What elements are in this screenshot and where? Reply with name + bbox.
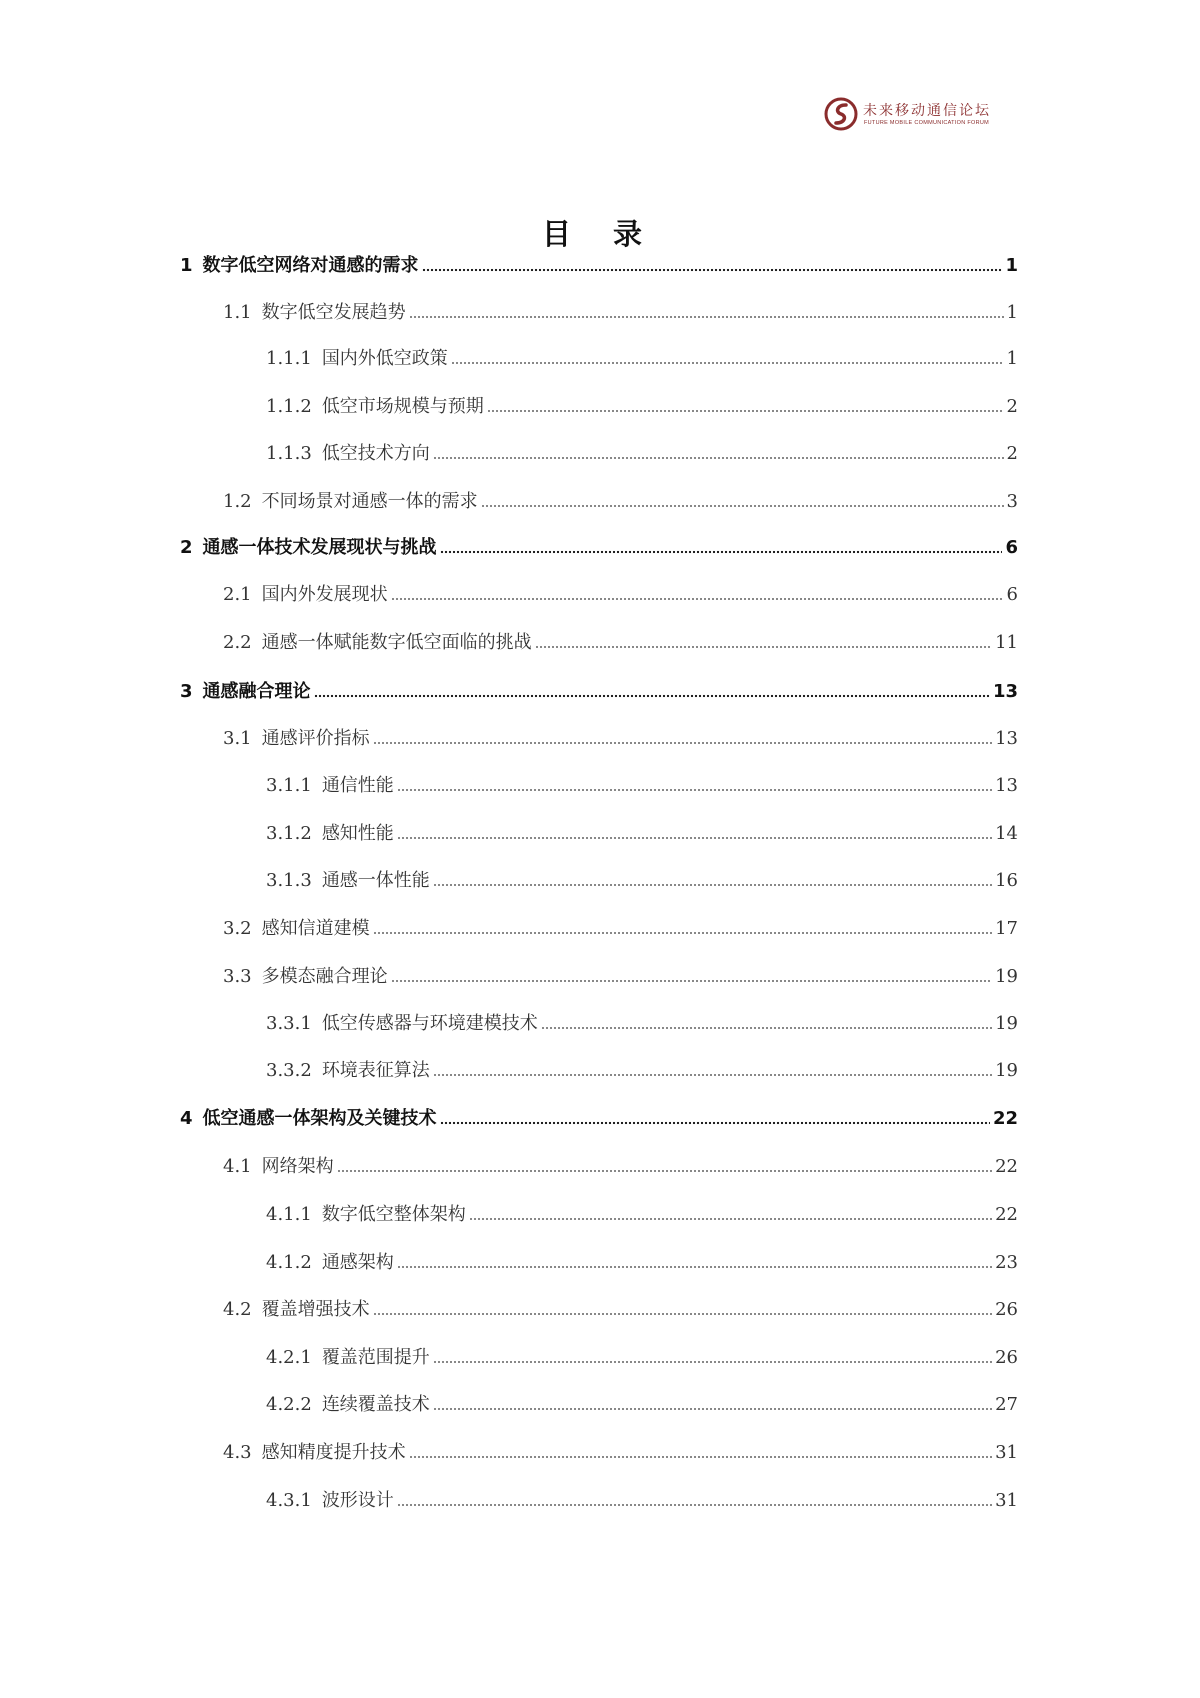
toc-entry-3-3-1[interactable]	[266, 1005, 1018, 1035]
toc-dot-leader	[433, 1360, 992, 1364]
toc-entry-title: 通感一体赋能数字低空面临的挑战	[261, 632, 532, 653]
toc-entry-number: 1.1	[223, 302, 252, 323]
toc-dot-leader	[373, 931, 992, 935]
toc-dot-leader	[373, 1312, 992, 1316]
toc-entry-4-2[interactable]	[223, 1291, 1018, 1321]
toc-dot-leader	[535, 645, 992, 649]
toc-dot-leader	[409, 1455, 992, 1459]
toc-dot-leader	[397, 1503, 992, 1507]
toc-entry-title: 不同场景对通感一体的需求	[261, 491, 478, 512]
toc-page-number: 31	[995, 1490, 1018, 1511]
toc-page-number: 3	[1006, 491, 1018, 512]
toc-dot-leader	[409, 315, 1004, 319]
toc-entry-3-3[interactable]	[223, 958, 1018, 988]
toc-entry-number: 3.1.1	[266, 775, 312, 796]
toc-entry-title: 感知精度提升技术	[261, 1442, 406, 1463]
forum-logo	[823, 96, 1013, 136]
toc-entry-title: 通感架构	[321, 1252, 394, 1273]
toc-page-number: 1	[1005, 255, 1018, 276]
toc-entry-title: 国内外低空政策	[321, 348, 448, 369]
toc-entry-title: 通感融合理论	[202, 681, 311, 702]
toc-dot-leader	[440, 550, 1003, 554]
toc-page-number: 13	[995, 775, 1018, 796]
toc-entry-3-2[interactable]	[223, 910, 1018, 940]
toc-dot-leader	[397, 1265, 992, 1269]
toc-entry-1-1-2[interactable]	[266, 388, 1018, 418]
toc-entry-number: 1.1.1	[266, 348, 312, 369]
toc-entry-1-2[interactable]	[223, 483, 1018, 513]
toc-entry-number: 1	[180, 255, 193, 276]
toc-entry-1-1-3[interactable]	[266, 435, 1018, 465]
fmc-forum-logo-icon	[823, 96, 859, 132]
toc-page-number: 6	[1006, 584, 1018, 605]
toc-entry-title: 低空通感一体架构及关键技术	[202, 1108, 437, 1129]
toc-page-number: 14	[995, 823, 1018, 844]
toc-page-number: 31	[995, 1442, 1018, 1463]
toc-page-number: 17	[995, 918, 1018, 939]
toc-page-number: 1	[1006, 302, 1018, 323]
toc-entry-number: 4	[180, 1108, 193, 1129]
toc-page-number: 27	[995, 1394, 1018, 1415]
toc-entry-title: 连续覆盖技术	[321, 1394, 430, 1415]
toc-entry-title: 通信性能	[321, 775, 394, 796]
toc-entry-title: 数字低空发展趋势	[261, 302, 406, 323]
toc-entry-title: 波形设计	[321, 1490, 394, 1511]
toc-dot-leader	[422, 268, 1003, 272]
toc-entry-number: 2.1	[223, 584, 252, 605]
toc-dot-leader	[397, 836, 992, 840]
toc-entry-3-1[interactable]	[223, 720, 1018, 750]
toc-entry-title: 国内外发展现状	[261, 584, 388, 605]
toc-page-number: 2	[1006, 443, 1018, 464]
toc-entry-1-1[interactable]	[223, 294, 1018, 324]
toc-dot-leader	[397, 788, 992, 792]
toc-page-number: 19	[995, 1060, 1018, 1081]
toc-dot-leader	[440, 1121, 990, 1125]
toc-entry-4-3[interactable]	[223, 1434, 1018, 1464]
toc-page-number: 16	[995, 870, 1018, 891]
toc-entry-title: 网络架构	[261, 1156, 334, 1177]
toc-entry-number: 1.1.2	[266, 396, 312, 417]
toc-entry-number: 3.3.2	[266, 1060, 312, 1081]
toc-entry-title: 低空技术方向	[321, 443, 430, 464]
toc-dot-leader	[481, 504, 1004, 508]
toc-dot-leader	[451, 361, 1004, 365]
toc-entry-number: 3.2	[223, 918, 252, 939]
toc-entry-title: 环境表征算法	[321, 1060, 430, 1081]
toc-entry-number: 2	[180, 537, 193, 558]
toc-entry-4-3-1[interactable]	[266, 1482, 1018, 1512]
toc-page-number: 26	[995, 1347, 1018, 1368]
toc-entry-number: 4.1	[223, 1156, 252, 1177]
toc-entry-4-1-1[interactable]	[266, 1196, 1018, 1226]
toc-entry-4[interactable]	[180, 1100, 1018, 1130]
toc-page-number: 23	[995, 1252, 1018, 1273]
toc-page-number: 26	[995, 1299, 1018, 1320]
toc-entry-number: 4.2	[223, 1299, 252, 1320]
toc-entry-title: 低空传感器与环境建模技术	[321, 1013, 538, 1034]
toc-page-number: 19	[995, 966, 1018, 987]
toc-entry-4-1-2[interactable]	[266, 1244, 1018, 1274]
toc-entry-title: 感知性能	[321, 823, 394, 844]
toc-entry-3-1-2[interactable]	[266, 815, 1018, 845]
logo-english-name: FUTURE MOBILE COMMUNICATION FORUM	[864, 120, 989, 126]
toc-page-number: 1	[1006, 348, 1018, 369]
toc-page-number: 22	[992, 1108, 1018, 1129]
toc-entry-1[interactable]	[180, 247, 1018, 277]
toc-entry-4-2-2[interactable]	[266, 1386, 1018, 1416]
toc-dot-leader	[391, 979, 992, 983]
toc-dot-leader	[433, 883, 992, 887]
toc-page-number: 11	[995, 632, 1018, 653]
toc-dot-leader	[469, 1217, 992, 1221]
toc-entry-number: 1.1.3	[266, 443, 312, 464]
toc-entry-number: 3.3	[223, 966, 252, 987]
toc-dot-leader	[391, 597, 1004, 601]
toc-entry-number: 4.2.1	[266, 1347, 312, 1368]
toc-entry-number: 3.1	[223, 728, 252, 749]
toc-entry-3[interactable]	[180, 673, 1018, 703]
toc-entry-title: 多模态融合理论	[261, 966, 388, 987]
toc-entry-number: 3	[180, 681, 193, 702]
toc-dot-leader	[433, 1407, 992, 1411]
page-title: 目 录	[541, 217, 659, 251]
toc-entry-title: 通感一体性能	[321, 870, 430, 891]
toc-dot-leader	[314, 694, 990, 698]
toc-dot-leader	[541, 1026, 992, 1030]
toc-entry-title: 感知信道建模	[261, 918, 370, 939]
toc-entry-number: 3.1.2	[266, 823, 312, 844]
toc-entry-title: 覆盖增强技术	[261, 1299, 370, 1320]
toc-entry-number: 4.2.2	[266, 1394, 312, 1415]
toc-entry-title: 低空市场规模与预期	[321, 396, 484, 417]
toc-dot-leader	[337, 1169, 992, 1173]
toc-entry-title: 数字低空网络对通感的需求	[202, 255, 419, 276]
toc-dot-leader	[433, 1073, 992, 1077]
toc-entry-4-2-1[interactable]	[266, 1339, 1018, 1369]
toc-page-number: 2	[1006, 396, 1018, 417]
toc-page-number: 22	[995, 1204, 1018, 1225]
toc-page-number: 13	[995, 728, 1018, 749]
toc-entry-title: 覆盖范围提升	[321, 1347, 430, 1368]
toc-entry-3-3-2[interactable]	[266, 1052, 1018, 1082]
toc-page-number: 13	[992, 681, 1018, 702]
toc-entry-number: 2.2	[223, 632, 252, 653]
toc-entry-1-1-1[interactable]	[266, 340, 1018, 370]
toc-entry-title: 数字低空整体架构	[321, 1204, 466, 1225]
toc-entry-3-1-1[interactable]	[266, 767, 1018, 797]
toc-entry-3-1-3[interactable]	[266, 862, 1018, 892]
toc-dot-leader	[433, 456, 1004, 460]
toc-entry-number: 3.3.1	[266, 1013, 312, 1034]
toc-entry-number: 3.1.3	[266, 870, 312, 891]
toc-entry-number: 4.3.1	[266, 1490, 312, 1511]
toc-entry-title: 通感评价指标	[261, 728, 370, 749]
toc-entry-number: 1.2	[223, 491, 252, 512]
toc-page-number: 19	[995, 1013, 1018, 1034]
toc-page-number: 22	[995, 1156, 1018, 1177]
toc-entry-number: 4.3	[223, 1442, 252, 1463]
toc-entry-4-1[interactable]	[223, 1148, 1018, 1178]
toc-dot-leader	[373, 741, 992, 745]
toc-entry-2[interactable]	[180, 529, 1018, 559]
toc-dot-leader	[487, 409, 1004, 413]
toc-entry-2-2[interactable]	[223, 624, 1018, 654]
toc-entry-2-1[interactable]	[223, 576, 1018, 606]
toc-page-number: 6	[1005, 537, 1018, 558]
toc-entry-number: 4.1.2	[266, 1252, 312, 1273]
toc-entry-title: 通感一体技术发展现状与挑战	[202, 537, 437, 558]
logo-chinese-name: 未来移动通信论坛	[863, 103, 991, 119]
toc-entry-number: 4.1.1	[266, 1204, 312, 1225]
